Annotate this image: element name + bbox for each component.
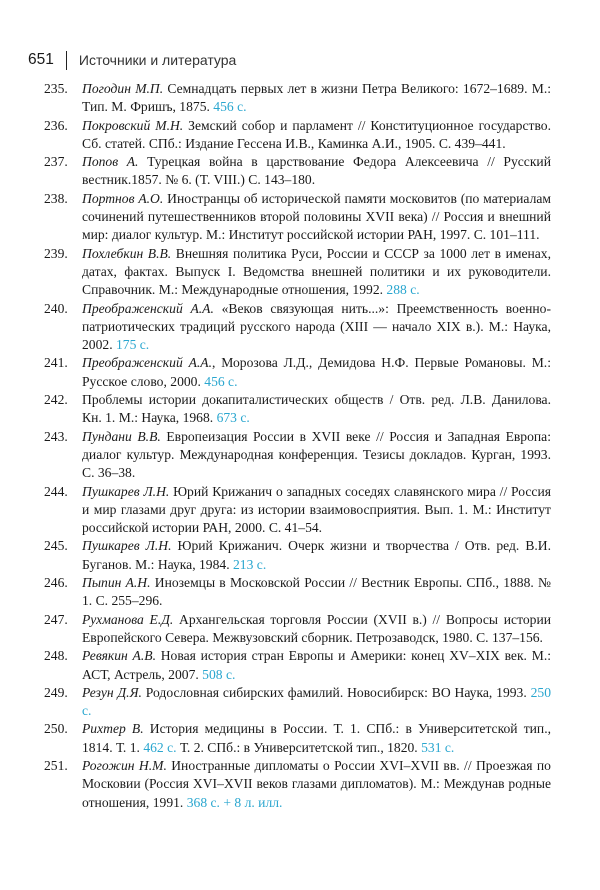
bibliography-entry bbox=[44, 391, 551, 428]
entry-author: Похлебкин В.В. bbox=[82, 245, 172, 261]
entry-page-count: 673 с. bbox=[216, 410, 250, 426]
entry-number: 247. bbox=[44, 611, 68, 627]
entry-author: Попов А. bbox=[82, 154, 139, 170]
entry-number: 245. bbox=[44, 538, 68, 554]
bibliography-entry bbox=[44, 720, 551, 757]
entry-author: Пыпин А.Н. bbox=[82, 575, 151, 591]
entry-author: Пушкарев Л.Н. bbox=[82, 538, 172, 554]
bibliography-entry bbox=[44, 354, 551, 391]
bibliography-entry bbox=[44, 684, 551, 721]
entry-page-count: 508 с. bbox=[202, 666, 236, 682]
entry-page-count: 368 с. + 8 л. илл. bbox=[186, 794, 283, 810]
bibliography-entry bbox=[44, 428, 551, 483]
page-number: 651 bbox=[28, 51, 54, 68]
entry-text bbox=[44, 391, 551, 428]
bibliography-entry bbox=[44, 190, 551, 245]
entry-author: Ревякин А.В. bbox=[82, 648, 156, 664]
bibliography-list bbox=[44, 80, 551, 812]
entry-number: 235. bbox=[44, 81, 68, 96]
entry-text bbox=[44, 153, 551, 190]
entry-page-count: 462 с. bbox=[143, 739, 177, 755]
entry-number: 248. bbox=[44, 648, 68, 664]
entry-text bbox=[44, 354, 551, 391]
entry-author: Пундани В.В. bbox=[82, 428, 161, 444]
entry-text bbox=[44, 684, 551, 721]
entry-number: 250. bbox=[44, 721, 68, 737]
bibliography-entry bbox=[44, 300, 551, 355]
entry-citation: Европеизация России в XVII веке // Россия и Западная Европа: диалог культур. Международная конференция. Тезисы докладов. Курган, 1993. С. 36–38. bbox=[82, 428, 551, 481]
entry-number: 241. bbox=[44, 355, 68, 371]
entry-citation: Архангельская торговля России (XVII в.) // Вопросы истории Европейского Севера. Межвузовский сборник. Петрозаводск, 1980. С. 137–156. bbox=[82, 611, 551, 645]
entry-text bbox=[44, 428, 551, 483]
entry-citation: Проблемы истории докапиталистических обществ / Отв. ред. Л.В. Данилова. Кн. 1. М.: Наука, 1968. bbox=[82, 392, 551, 426]
entry-author: Резун Д.Я. bbox=[82, 684, 142, 700]
entry-number: 238. bbox=[44, 190, 68, 206]
entry-citation: Земский собор и парламент // Конституционное государство. Сб. статей. СПб.: Издание Гессена И.В., Каминка А.И., 1905. С. 439–441. bbox=[82, 117, 551, 151]
entry-page-count: 456 с. bbox=[213, 99, 247, 115]
entry-number: 251. bbox=[44, 757, 68, 773]
entry-citation: «Веков связующая нить...»: Преемственность военно-патриотических традиций русского народа (XIII — начало XIX в.). М.: Наука, 2002. bbox=[82, 300, 551, 353]
entry-page-count: 456 с. bbox=[204, 373, 238, 389]
section-title: Источники и литература bbox=[78, 52, 237, 68]
bibliography-entry bbox=[44, 245, 551, 300]
entry-text bbox=[44, 720, 551, 757]
entry-text bbox=[44, 611, 551, 648]
bibliography-entry bbox=[44, 757, 551, 812]
entry-page-count: 531 с. bbox=[421, 739, 455, 755]
entry-citation: Иноземцы в Московской России // Вестник Европы. СПб., 1888. № 1. С. 255–296. bbox=[82, 575, 552, 609]
entry-number: 246. bbox=[44, 575, 68, 591]
entry-text bbox=[44, 483, 551, 538]
entry-author: Портнов А.О. bbox=[82, 190, 164, 206]
entry-citation: Иностранные дипломаты о России XVI–XVII вв. // Проезжая по Московии (Россия XVI–XVII веков глазами дипломатов). М.: Междунав родные отношения, 1991. bbox=[82, 757, 551, 810]
bibliography-entry bbox=[44, 153, 551, 190]
entry-author: Покровский М.Н. bbox=[82, 117, 184, 133]
bibliography-entry bbox=[44, 117, 551, 154]
entry-author: Пушкарев Л.Н. bbox=[82, 483, 170, 499]
entry-author: Рогожин Н.М. bbox=[82, 757, 167, 773]
entry-text bbox=[44, 245, 551, 300]
entry-author: Преображенский А.А. bbox=[82, 355, 212, 371]
entry-citation: Внешняя политика Руси, России и СССР за 1000 лет в именах, датах, фактах. Выпуск I. Ведомства внешней политики и их руководители. Справочник. М.: Международные отношения, 1992. bbox=[82, 245, 551, 298]
entry-citation: Семнадцать первых лет в жизни Петра Великого: 1672–1689. М.: Тип. М. Фришъ, 1875. bbox=[82, 81, 551, 115]
bibliography-entry bbox=[44, 80, 551, 117]
bibliography-entry bbox=[44, 483, 551, 538]
entry-number: 240. bbox=[44, 300, 68, 316]
entry-number: 236. bbox=[44, 117, 68, 133]
bibliography-entry bbox=[44, 574, 551, 611]
entry-page-count: 175 с. bbox=[115, 337, 150, 353]
bibliography-entry bbox=[44, 611, 551, 648]
entry-citation: Новая история стран Европы и Америки: конец XV–XIX век. М.: АСТ, Астрель, 2007. bbox=[82, 648, 551, 682]
entry-text bbox=[44, 190, 551, 245]
entry-number: 237. bbox=[44, 154, 68, 170]
entry-page-count: 250 с. bbox=[82, 684, 551, 719]
entry-text bbox=[44, 537, 551, 574]
entry-citation: Иностранцы об исторической памяти московитов (по материалам сочинений путешественников второй половины XVII века) // Россия и внешний мир: диалог культур. М.: Институт российской истории РАН, 1997. С. 101–111. bbox=[82, 190, 551, 243]
entry-text bbox=[44, 757, 551, 812]
entry-author: Преображенский А.А. bbox=[82, 300, 214, 316]
entry-citation: , Морозова Л.Д., Демидова Н.Ф. Первые Романовы. М.: Русское слово, 2000. bbox=[82, 355, 551, 389]
entry-number: 249. bbox=[44, 684, 68, 700]
header-divider bbox=[66, 51, 67, 70]
entry-text bbox=[44, 300, 551, 355]
entry-citation: Турецкая война в царствование Федора Алексеевича // Русский вестник.1857. № 6. (T. VIII.) С. 143–180. bbox=[82, 154, 551, 188]
bibliography-entry bbox=[44, 647, 551, 684]
entry-author: Рухманова Е.Д. bbox=[82, 611, 174, 627]
entry-number: 243. bbox=[44, 428, 68, 444]
entry-citation: Юрий Крижанич о западных соседях славянского мира // Россия и мир глазами друг друга: из истории взаимовосприятия. Вып. 1. М.: Институт российской истории РАН, 2000. С. 41–54. bbox=[82, 483, 551, 536]
entry-citation: Родословная сибирских фамилий. Новосибирск: ВО Наука, 1993. bbox=[141, 684, 531, 700]
running-header bbox=[28, 49, 236, 71]
entry-text bbox=[44, 117, 551, 154]
entry-number: 242. bbox=[44, 392, 68, 408]
entry-author: Погодин М.П. bbox=[82, 81, 164, 96]
entry-citation: История медицины в России. Т. 1. СПб.: в Университетской тип., 1814. Т. 1. bbox=[82, 721, 551, 755]
entry-page-count: 213 с. bbox=[233, 556, 267, 572]
bibliography-entry bbox=[44, 537, 551, 574]
entry-text bbox=[44, 574, 551, 611]
entry-citation-cont: Т. 2. СПб.: в Университетской тип., 1820. bbox=[176, 739, 422, 755]
entry-citation: Юрий Крижанич. Очерк жизни и творчества / Отв. ред. В.И. Буганов. М.: Наука, 1984. bbox=[82, 538, 551, 572]
entry-author: Рихтер В. bbox=[82, 721, 144, 737]
entry-text bbox=[44, 647, 551, 684]
entry-text bbox=[44, 80, 551, 117]
entry-number: 244. bbox=[44, 483, 68, 499]
entry-number: 239. bbox=[44, 245, 68, 261]
entry-page-count: 288 с. bbox=[386, 282, 420, 298]
